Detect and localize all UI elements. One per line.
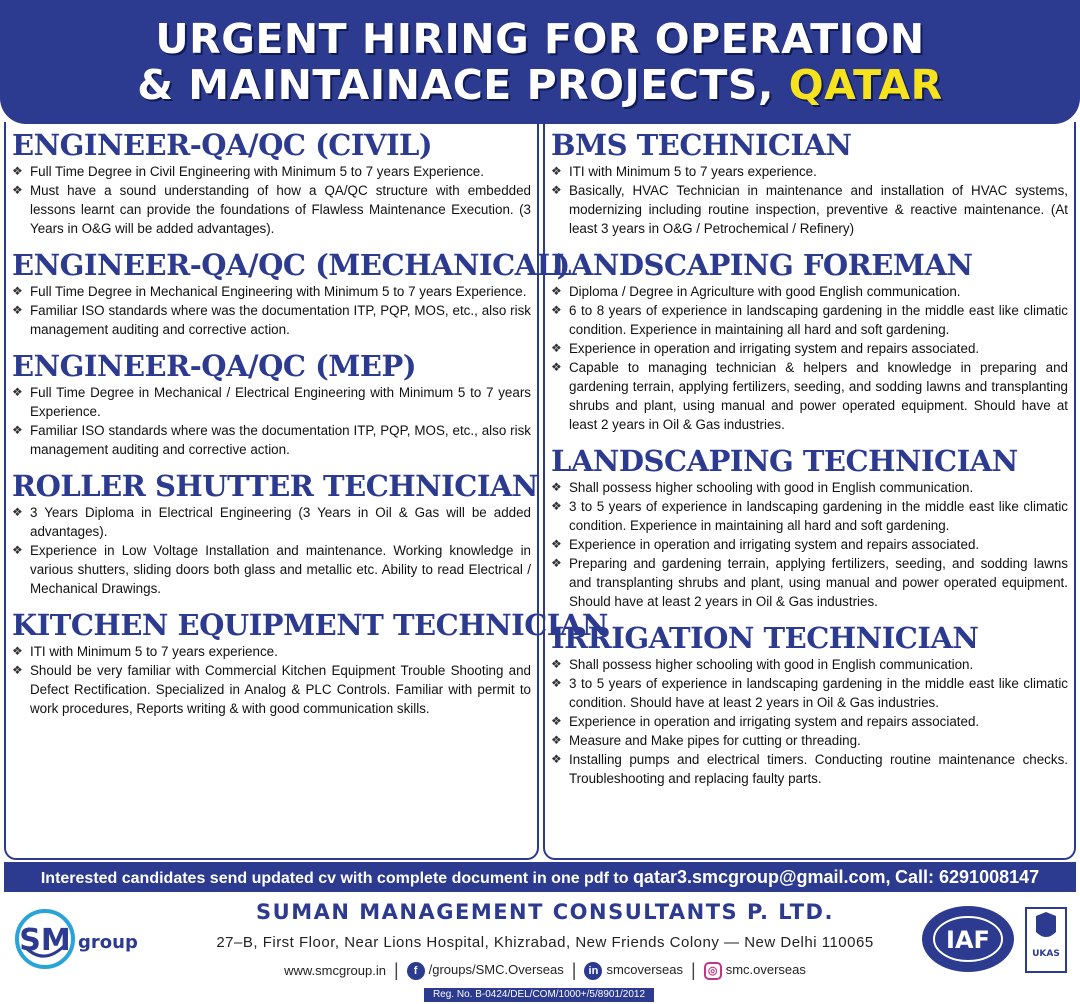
job-title: KITCHEN EQUIPMENT TECHNICIAN bbox=[12, 608, 608, 642]
requirement-text: Shall possess higher schooling with good in English communication. bbox=[569, 657, 974, 672]
job-title: BMS TECHNICIAN bbox=[551, 128, 852, 162]
requirement-item bbox=[551, 358, 1068, 434]
job-roller-shutter-technician bbox=[12, 469, 538, 598]
contact-phone[interactable]: Call: 6291008147 bbox=[895, 867, 1040, 887]
requirement-text: Familiar ISO standards where was the documentation ITP, PQP, MOS, etc., also risk management auditing and corrective action. bbox=[30, 423, 531, 457]
requirement-item bbox=[551, 712, 1068, 731]
requirements-list bbox=[12, 642, 531, 718]
diamond-bullet-icon: ❖ bbox=[12, 164, 23, 178]
requirement-text: Installing pumps and electrical timers. Conducting routine maintenance checks. Troubleshooting and replacing faulty parts. bbox=[569, 752, 1068, 786]
job-landscaping-foreman bbox=[551, 248, 1068, 434]
requirements-list bbox=[12, 162, 531, 238]
requirement-item bbox=[12, 503, 531, 541]
requirement-item bbox=[12, 383, 531, 421]
requirement-item bbox=[551, 674, 1068, 712]
header-location: QATAR bbox=[788, 61, 943, 109]
requirement-text: Experience in operation and irrigating system and repairs associated. bbox=[569, 341, 980, 356]
logo-word: group bbox=[78, 932, 138, 953]
diamond-bullet-icon: ❖ bbox=[551, 676, 562, 690]
diamond-bullet-icon: ❖ bbox=[12, 284, 23, 298]
requirement-text: Experience in Low Voltage Installation and maintenance. Working knowledge in various shutters, sliding doors both glass and metallic etc. Ability to read Electrical / Mechanical Drawings. bbox=[30, 543, 531, 596]
diamond-bullet-icon: ❖ bbox=[551, 657, 562, 671]
diamond-bullet-icon: ❖ bbox=[551, 499, 562, 513]
requirement-text: Should be very familiar with Commercial Kitchen Equipment Trouble Shooting and Defect Rectification. Specialized in Analog & PLC Controls. Familiar with permit to work procedures, Reports writing & with good communication skills. bbox=[30, 663, 531, 716]
diamond-bullet-icon: ❖ bbox=[551, 360, 562, 374]
diamond-bullet-icon: ❖ bbox=[12, 423, 23, 437]
diamond-bullet-icon: ❖ bbox=[551, 303, 562, 317]
job-engineer-qa-qc-mep bbox=[12, 349, 531, 459]
job-bms-technician bbox=[551, 128, 1068, 238]
job-kitchen-equipment-technician bbox=[12, 608, 608, 718]
diamond-bullet-icon: ❖ bbox=[551, 183, 562, 197]
diamond-bullet-icon: ❖ bbox=[12, 543, 23, 557]
footer bbox=[0, 892, 1080, 1004]
requirement-item bbox=[551, 750, 1068, 788]
diamond-bullet-icon: ❖ bbox=[12, 644, 23, 658]
registration-number: Reg. No. B-0424/DEL/COM/1000+/5/8901/2012 bbox=[424, 988, 654, 1002]
requirement-text: Experience in operation and irrigating system and repairs associated. bbox=[569, 537, 980, 552]
header-line-2-prefix: & MAINTAINACE PROJECTS, bbox=[137, 61, 774, 109]
diamond-bullet-icon: ❖ bbox=[551, 164, 562, 178]
website-link[interactable]: www.smcgroup.in bbox=[284, 963, 386, 978]
contact-text: Interested candidates send updated cv with complete document in one pdf to bbox=[40, 870, 629, 887]
requirements-list bbox=[551, 655, 1068, 788]
requirement-item bbox=[551, 301, 1068, 339]
requirement-text: Preparing and gardening terrain, applying fertilizers, seeding, and sodding lawns and transplanting shrubs and plant, using manual and power operated equipment. Should have at least 2 years in Oil & Gas industries. bbox=[569, 556, 1068, 609]
requirement-item bbox=[12, 282, 531, 301]
requirement-text: Experience in operation and irrigating system and repairs associated. bbox=[569, 714, 980, 729]
requirement-text: Must have a sound understanding of how a QA/QC structure with embedded lessons learnt can provide the foundations of Flawless Maintenance Execution. (3 Years in O&G will be added advantages). bbox=[30, 183, 531, 236]
job-irrigation-technician bbox=[551, 621, 1068, 788]
page-header bbox=[0, 0, 1080, 124]
job-landscaping-technician bbox=[551, 444, 1068, 611]
diamond-bullet-icon: ❖ bbox=[12, 183, 23, 197]
ukas-label: UKAS bbox=[1032, 949, 1060, 959]
diamond-bullet-icon: ❖ bbox=[551, 733, 562, 747]
requirement-text: 3 to 5 years of experience in landscaping gardening in the middle east like climatic condition. Experience in maintaining all hard and soft gardening. bbox=[569, 499, 1068, 533]
job-columns bbox=[4, 122, 1076, 862]
job-title: IRRIGATION TECHNICIAN bbox=[551, 621, 979, 655]
smc-logo bbox=[14, 908, 164, 970]
requirement-item bbox=[12, 642, 531, 661]
requirement-item bbox=[551, 282, 1068, 301]
contact-email[interactable]: qatar3.smcgroup@gmail.com, bbox=[632, 867, 891, 887]
linkedin-handle: smcoverseas bbox=[606, 961, 684, 977]
divider: | bbox=[571, 960, 577, 980]
requirement-item bbox=[551, 478, 1068, 497]
right-column bbox=[543, 122, 1076, 860]
job-title: ENGINEER-QA/QC (CIVIL) bbox=[12, 128, 433, 162]
instagram-icon: ◎ bbox=[704, 962, 722, 980]
job-title: ROLLER SHUTTER TECHNICIAN bbox=[12, 469, 538, 503]
requirement-item bbox=[12, 301, 531, 339]
requirements-list bbox=[551, 478, 1068, 611]
job-engineer-qa-qc-mechanical bbox=[12, 248, 570, 339]
diamond-bullet-icon: ❖ bbox=[12, 663, 23, 677]
linkedin-icon: in bbox=[584, 962, 602, 980]
contact-bar bbox=[4, 862, 1076, 892]
job-engineer-qa-qc-civil bbox=[12, 128, 531, 238]
diamond-bullet-icon: ❖ bbox=[551, 284, 562, 298]
requirements-list bbox=[551, 162, 1068, 238]
diamond-bullet-icon: ❖ bbox=[551, 480, 562, 494]
divider: | bbox=[691, 960, 696, 980]
requirement-text: Capable to managing technician & helpers and knowledge in preparing and gardening terrain, applying fertilizers, seeding, and sodding lawns and transplanting shrubs and plant, using manual and power operated equipment. Should have at least 2 years in Oil & Gas industries. bbox=[569, 360, 1068, 432]
diamond-bullet-icon: ❖ bbox=[551, 537, 562, 551]
requirement-text: Basically, HVAC Technician in maintenance and installation of HVAC systems, modernizing including routine inspection, preventive & reactive maintenance. (At least 3 years in O&G / Petrochemical / Refinery) bbox=[569, 183, 1068, 236]
diamond-bullet-icon: ❖ bbox=[551, 341, 562, 355]
requirement-item bbox=[551, 339, 1068, 358]
requirement-item bbox=[12, 541, 531, 598]
requirements-list bbox=[12, 383, 531, 459]
job-title: ENGINEER-QA/QC (MECHANICAL) bbox=[12, 248, 570, 282]
requirement-item bbox=[551, 655, 1068, 674]
requirement-item bbox=[551, 162, 1068, 181]
left-column bbox=[4, 122, 608, 860]
diamond-bullet-icon: ❖ bbox=[551, 752, 562, 766]
requirement-item bbox=[12, 162, 531, 181]
requirement-item bbox=[12, 661, 531, 718]
requirement-text: 3 to 5 years of experience in landscaping gardening in the middle east like climatic condition. Should have at least 2 years in Oil & Gas industries. bbox=[569, 676, 1068, 710]
requirement-text: Shall possess higher schooling with good in English communication. bbox=[569, 480, 974, 495]
requirement-item bbox=[551, 731, 1068, 750]
requirement-text: Measure and Make pipes for cutting or threading. bbox=[569, 733, 861, 748]
instagram-link[interactable] bbox=[704, 962, 806, 980]
job-title: ENGINEER-QA/QC (MEP) bbox=[12, 349, 417, 383]
requirement-text: Full Time Degree in Mechanical Engineering with Minimum 5 to 7 years Experience. bbox=[30, 284, 527, 299]
header-line-2 bbox=[0, 62, 1080, 108]
diamond-bullet-icon: ❖ bbox=[551, 556, 562, 570]
requirement-text: Full Time Degree in Civil Engineering with Minimum 5 to 7 years Experience. bbox=[30, 164, 484, 179]
requirement-text: Familiar ISO standards where was the documentation ITP, PQP, MOS, etc., also risk management auditing and corrective action. bbox=[30, 303, 531, 337]
requirement-item bbox=[551, 181, 1068, 238]
ukas-badge bbox=[1024, 906, 1068, 974]
requirement-text: 3 Years Diploma in Electrical Engineering (3 Years in Oil & Gas will be added advantages). bbox=[30, 505, 531, 539]
logo-letters: SM bbox=[19, 923, 71, 958]
requirement-item bbox=[551, 554, 1068, 611]
company-address: 27–B, First Floor, Near Lions Hospital, Khizrabad, New Friends Colony — New Delhi 110065 bbox=[216, 934, 874, 951]
job-title: LANDSCAPING TECHNICIAN bbox=[551, 444, 1018, 478]
instagram-handle: smc.overseas bbox=[725, 961, 806, 977]
requirements-list bbox=[551, 282, 1068, 434]
company-name: SUMAN MANAGEMENT CONSULTANTS P. LTD. bbox=[256, 900, 834, 924]
requirement-item bbox=[12, 421, 531, 459]
requirement-item bbox=[551, 535, 1068, 554]
facebook-link[interactable] bbox=[407, 962, 564, 980]
requirement-item bbox=[551, 497, 1068, 535]
linkedin-link[interactable] bbox=[584, 962, 683, 980]
requirements-list bbox=[12, 503, 531, 598]
iaf-label: IAF bbox=[946, 926, 990, 954]
diamond-bullet-icon: ❖ bbox=[551, 714, 562, 728]
diamond-bullet-icon: ❖ bbox=[12, 505, 23, 519]
social-links bbox=[180, 960, 910, 981]
job-title: LANDSCAPING FOREMAN bbox=[551, 248, 973, 282]
requirements-list bbox=[12, 282, 531, 339]
requirement-text: Full Time Degree in Mechanical / Electrical Engineering with Minimum 5 to 7 years Experience. bbox=[30, 385, 531, 419]
divider: | bbox=[393, 960, 399, 980]
iaf-badge bbox=[920, 904, 1016, 974]
facebook-icon: f bbox=[407, 962, 425, 980]
requirement-text: ITI with Minimum 5 to 7 years experience. bbox=[569, 164, 817, 179]
requirement-text: 6 to 8 years of experience in landscaping gardening in the middle east like climatic condition. Experience in maintaining all hard and soft gardening. bbox=[569, 303, 1068, 337]
facebook-handle: /groups/SMC.Overseas bbox=[428, 961, 564, 977]
requirement-text: ITI with Minimum 5 to 7 years experience. bbox=[30, 644, 278, 659]
requirement-item bbox=[12, 181, 531, 238]
diamond-bullet-icon: ❖ bbox=[12, 303, 23, 317]
header-line-1: URGENT HIRING FOR OPERATION bbox=[155, 15, 925, 63]
requirement-text: Diploma / Degree in Agriculture with good English communication. bbox=[569, 284, 961, 299]
diamond-bullet-icon: ❖ bbox=[12, 385, 23, 399]
